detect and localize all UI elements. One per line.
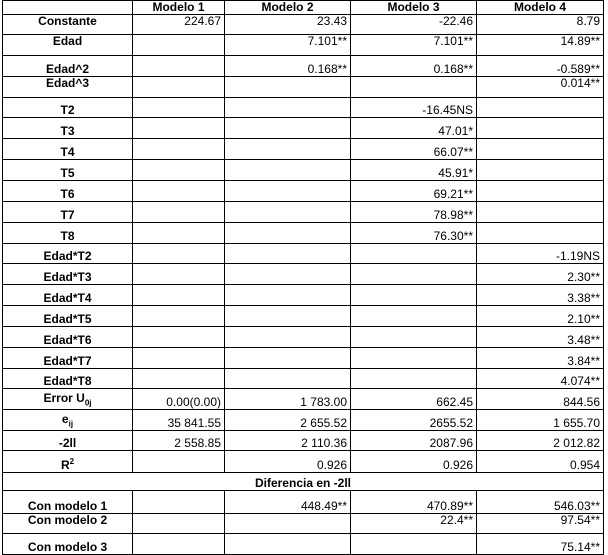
cell-modelo-3 (351, 306, 477, 327)
table-row (3, 264, 604, 285)
table-row (3, 181, 604, 202)
row-label: Con modelo 3 (3, 534, 133, 555)
cell-modelo-3 (351, 285, 477, 306)
cell-modelo-3: 0.168** (351, 56, 477, 77)
cell-modelo-2 (225, 139, 351, 160)
header-empty-cell (3, 1, 133, 15)
cell-modelo-1 (133, 98, 225, 118)
cell-modelo-2: 23.43 (225, 15, 351, 35)
row-label: Edad*T7 (3, 348, 133, 369)
eij-row (3, 410, 604, 431)
cell-modelo-4: 3.84** (477, 348, 604, 369)
row-label: Edad*T5 (3, 306, 133, 327)
row-label: T7 (3, 202, 133, 223)
row-label: Edad^3 (3, 77, 133, 98)
row-label-main: Error U (43, 390, 85, 405)
cell-modelo-2: 448.49** (225, 491, 351, 514)
cell-modelo-2 (225, 202, 351, 223)
table-row (3, 56, 604, 77)
cell-modelo-1 (133, 223, 225, 244)
cell-modelo-4: 75.14** (477, 534, 604, 555)
row-label-superscript: 2 (69, 457, 75, 466)
cell-modelo-3: 66.07** (351, 139, 477, 160)
cell-modelo-1 (133, 327, 225, 348)
cell-modelo-1 (133, 451, 225, 473)
diff-row (3, 514, 604, 534)
cell-modelo-1 (133, 244, 225, 264)
cell-modelo-2: 2 110.36 (225, 431, 351, 451)
row-label (3, 410, 133, 431)
cell-modelo-2: 7.101** (225, 35, 351, 56)
cell-modelo-1 (133, 118, 225, 139)
cell-modelo-3 (351, 244, 477, 264)
table-row (3, 348, 604, 369)
header-row (3, 1, 604, 15)
row-label: Edad (3, 35, 133, 56)
ll-row (3, 431, 604, 451)
cell-modelo-3: -16.45NS (351, 98, 477, 118)
row-label: Edad*T4 (3, 285, 133, 306)
cell-modelo-3 (351, 264, 477, 285)
row-label: Con modelo 1 (3, 491, 133, 514)
cell-modelo-4 (477, 98, 604, 118)
cell-modelo-2 (225, 514, 351, 534)
header-modelo-2: Modelo 2 (225, 1, 351, 15)
cell-modelo-2 (225, 118, 351, 139)
cell-modelo-4: 844.56 (477, 389, 604, 410)
cell-modelo-3: 0.926 (351, 451, 477, 473)
cell-modelo-3 (351, 369, 477, 389)
cell-modelo-2 (225, 98, 351, 118)
cell-modelo-4: 0.014** (477, 77, 604, 98)
cell-modelo-2: 2 655.52 (225, 410, 351, 431)
cell-modelo-1: 35 841.55 (133, 410, 225, 431)
row-label: Edad^2 (3, 56, 133, 77)
cell-modelo-3: -22.46 (351, 15, 477, 35)
row-label: Edad*T6 (3, 327, 133, 348)
cell-modelo-4 (477, 181, 604, 202)
row-label-main: R (60, 458, 70, 472)
header-modelo-4: Modelo 4 (477, 1, 604, 15)
cell-modelo-2: 0.168** (225, 56, 351, 77)
cell-modelo-4: 546.03** (477, 491, 604, 514)
cell-modelo-4: 4.074** (477, 369, 604, 389)
table-row (3, 202, 604, 223)
table-row (3, 306, 604, 327)
results-table (2, 0, 604, 555)
table-row (3, 160, 604, 181)
r2-row (3, 451, 604, 473)
table-row (3, 244, 604, 264)
table-row (3, 77, 604, 98)
row-label (3, 389, 133, 410)
cell-modelo-3: 470.89** (351, 491, 477, 514)
cell-modelo-1 (133, 348, 225, 369)
cell-modelo-1 (133, 160, 225, 181)
cell-modelo-1 (133, 264, 225, 285)
table-row (3, 285, 604, 306)
row-label: T6 (3, 181, 133, 202)
cell-modelo-1 (133, 139, 225, 160)
row-label: T3 (3, 118, 133, 139)
cell-modelo-4: 14.89** (477, 35, 604, 56)
cell-modelo-1 (133, 202, 225, 223)
cell-modelo-3: 2655.52 (351, 410, 477, 431)
table-row (3, 369, 604, 389)
cell-modelo-3 (351, 348, 477, 369)
cell-modelo-4 (477, 139, 604, 160)
row-label: Edad*T3 (3, 264, 133, 285)
cell-modelo-4 (477, 202, 604, 223)
header-modelo-3: Modelo 3 (351, 1, 477, 15)
table-row (3, 139, 604, 160)
row-label-subscript: ij (68, 419, 74, 428)
cell-modelo-1 (133, 306, 225, 327)
cell-modelo-4: -1.19NS (477, 244, 604, 264)
table-row (3, 15, 604, 35)
cell-modelo-2 (225, 306, 351, 327)
cell-modelo-4: 8.79 (477, 15, 604, 35)
cell-modelo-2 (225, 534, 351, 555)
cell-modelo-1 (133, 534, 225, 555)
cell-modelo-2: 0.926 (225, 451, 351, 473)
cell-modelo-1 (133, 491, 225, 514)
row-label: T5 (3, 160, 133, 181)
section-title: Diferencia en -2ll (3, 473, 604, 491)
cell-modelo-3 (351, 534, 477, 555)
cell-modelo-2: 1 783.00 (225, 389, 351, 410)
cell-modelo-4: 3.38** (477, 285, 604, 306)
cell-modelo-2 (225, 77, 351, 98)
row-label: T2 (3, 98, 133, 118)
cell-modelo-4 (477, 160, 604, 181)
cell-modelo-4 (477, 118, 604, 139)
cell-modelo-4: 2.10** (477, 306, 604, 327)
cell-modelo-1 (133, 285, 225, 306)
cell-modelo-3: 7.101** (351, 35, 477, 56)
cell-modelo-2 (225, 160, 351, 181)
cell-modelo-3: 22.4** (351, 514, 477, 534)
table-row (3, 327, 604, 348)
cell-modelo-1: 224.67 (133, 15, 225, 35)
cell-modelo-2 (225, 244, 351, 264)
table-row (3, 98, 604, 118)
cell-modelo-2 (225, 181, 351, 202)
cell-modelo-4: 97.54** (477, 514, 604, 534)
diff-row (3, 491, 604, 514)
cell-modelo-2 (225, 348, 351, 369)
cell-modelo-1: 2 558.85 (133, 431, 225, 451)
cell-modelo-4: 3.48** (477, 327, 604, 348)
cell-modelo-4: 2.30** (477, 264, 604, 285)
header-modelo-1: Modelo 1 (133, 1, 225, 15)
row-label: T4 (3, 139, 133, 160)
diff-row (3, 534, 604, 555)
row-label: Constante (3, 15, 133, 35)
cell-modelo-1 (133, 56, 225, 77)
row-label: Edad*T2 (3, 244, 133, 264)
row-label: Con modelo 2 (3, 514, 133, 534)
cell-modelo-2 (225, 285, 351, 306)
row-label: T8 (3, 223, 133, 244)
cell-modelo-1: 0.00(0.00) (133, 389, 225, 410)
cell-modelo-4: 1 655.70 (477, 410, 604, 431)
cell-modelo-4 (477, 223, 604, 244)
cell-modelo-3 (351, 77, 477, 98)
cell-modelo-3: 76.30** (351, 223, 477, 244)
cell-modelo-3: 45.91* (351, 160, 477, 181)
cell-modelo-3: 662.45 (351, 389, 477, 410)
cell-modelo-2 (225, 369, 351, 389)
cell-modelo-3 (351, 327, 477, 348)
error-row (3, 389, 604, 410)
cell-modelo-1 (133, 35, 225, 56)
row-label (3, 451, 133, 473)
table-row (3, 223, 604, 244)
cell-modelo-3: 69.21** (351, 181, 477, 202)
cell-modelo-2 (225, 327, 351, 348)
cell-modelo-1 (133, 77, 225, 98)
section-row (3, 473, 604, 491)
cell-modelo-4: 0.954 (477, 451, 604, 473)
row-label: -2ll (3, 431, 133, 451)
cell-modelo-3: 47.01* (351, 118, 477, 139)
cell-modelo-1 (133, 181, 225, 202)
table-row (3, 118, 604, 139)
row-label: Edad*T8 (3, 369, 133, 389)
cell-modelo-2 (225, 223, 351, 244)
table-row (3, 35, 604, 56)
cell-modelo-2 (225, 264, 351, 285)
cell-modelo-3: 2087.96 (351, 431, 477, 451)
cell-modelo-4: 2 012.82 (477, 431, 604, 451)
cell-modelo-3: 78.98** (351, 202, 477, 223)
cell-modelo-4: -0.589** (477, 56, 604, 77)
cell-modelo-1 (133, 514, 225, 534)
row-label-main: e (61, 411, 69, 426)
row-label-subscript: 0j (84, 398, 92, 407)
cell-modelo-1 (133, 369, 225, 389)
